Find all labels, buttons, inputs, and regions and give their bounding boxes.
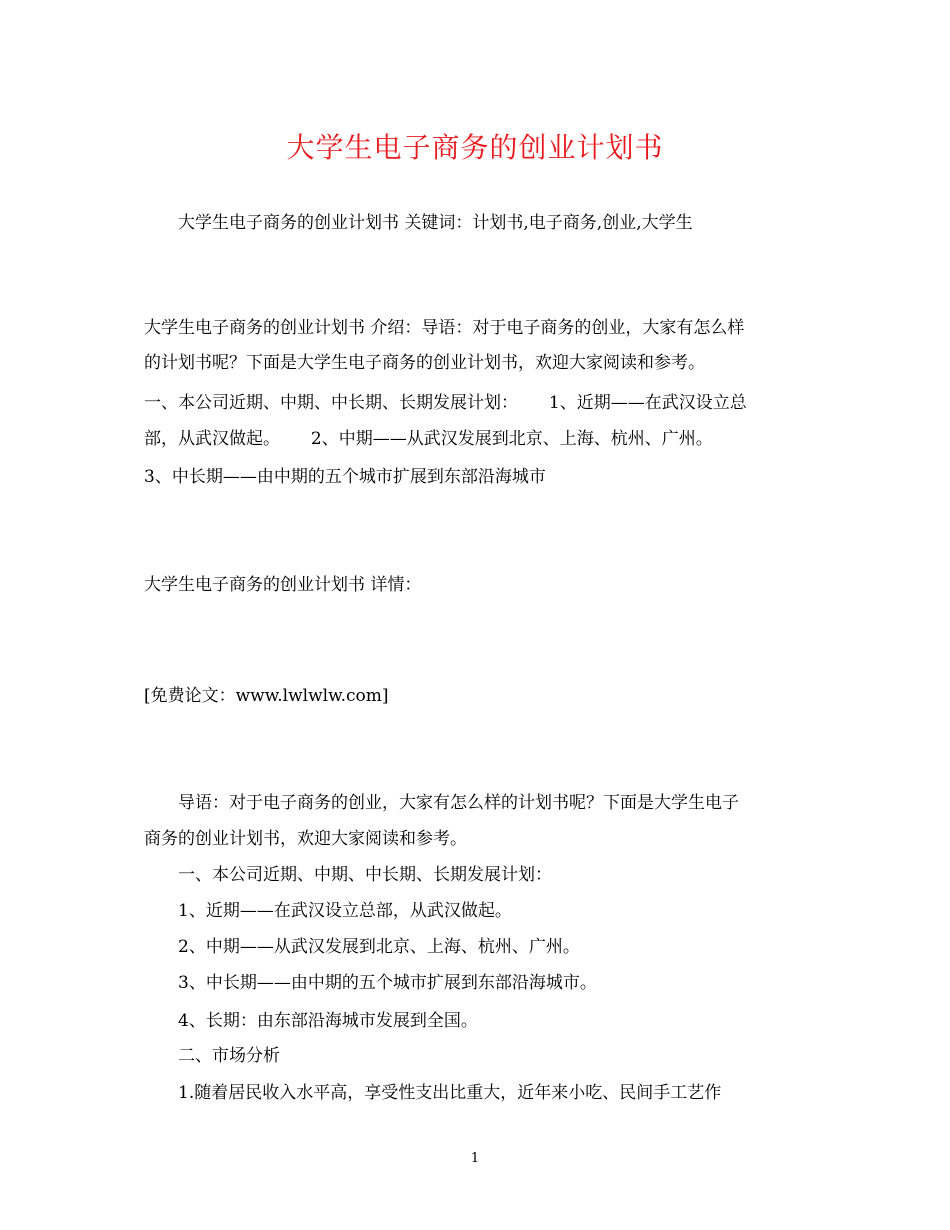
body-line: 一、本公司近期、中期、中长期、长期发展计划： [178, 865, 552, 885]
body-line: 4、长期：由东部沿海城市发展到全国。 [178, 1011, 478, 1031]
body-line: 导语：对于电子商务的创业，大家有怎么样的计划书呢？下面是大学生电子 [178, 793, 739, 813]
intro-line: 的计划书呢？下面是大学生电子商务的创业计划书，欢迎大家阅读和参考。 [144, 353, 705, 373]
intro-line: 一、本公司近期、中期、中长期、长期发展计划： 1、近期——在武汉设立总 [144, 393, 747, 413]
intro-line: 大学生电子商务的创业计划书 介绍：导语：对于电子商务的创业，大家有怎么样 [144, 318, 745, 338]
body-line: 2、中期——从武汉发展到北京、上海、杭州、广州。 [178, 937, 580, 957]
body-line: 商务的创业计划书，欢迎大家阅读和参考。 [144, 829, 467, 849]
keywords-line: 大学生电子商务的创业计划书 关键词：计划书,电子商务,创业,大学生 [178, 213, 693, 233]
body-line: 3、中长期——由中期的五个城市扩展到东部沿海城市。 [178, 973, 597, 993]
details-heading: 大学生电子商务的创业计划书 详情： [144, 575, 422, 595]
document-title: 大学生电子商务的创业计划书 [286, 131, 664, 164]
body-line: 二、市场分析 [178, 1046, 280, 1066]
intro-line: 3、中长期——由中期的五个城市扩展到东部沿海城市 [144, 467, 546, 487]
body-line: 1.随着居民收入水平高，享受性支出比重大，近年来小吃、民间手工艺作 [178, 1083, 722, 1103]
intro-line: 部，从武汉做起。 2、中期——从武汉发展到北京、上海、杭州、广州。 [144, 429, 713, 449]
source-note: [免费论文：www.lwlwlw.com] [144, 686, 389, 706]
body-line: 1、近期——在武汉设立总部，从武汉做起。 [178, 901, 512, 921]
page-number: 1 [470, 1151, 480, 1166]
